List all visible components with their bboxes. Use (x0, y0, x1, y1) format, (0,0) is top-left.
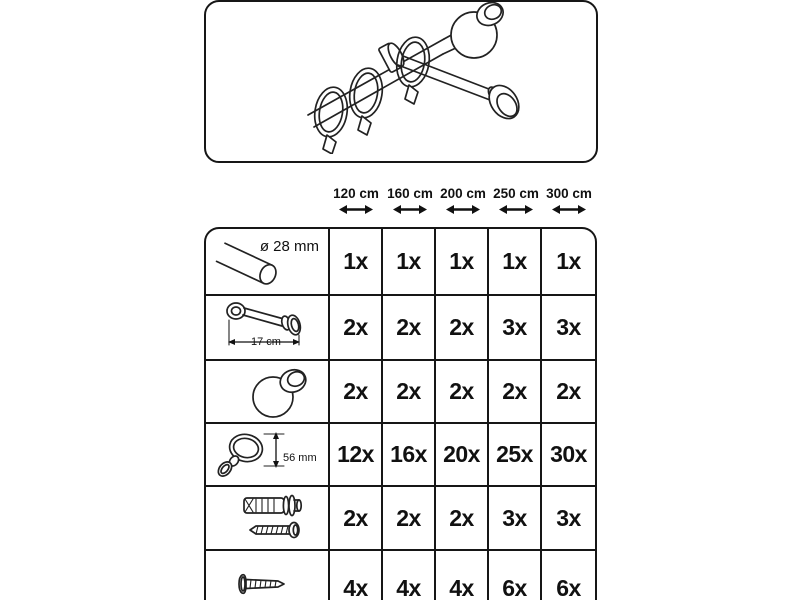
ring-size-label: 56 mm (283, 452, 317, 464)
qty-finial-200: 2x (436, 361, 489, 424)
finial-icon-cell (206, 361, 330, 424)
parts-quantity-table (204, 227, 597, 600)
qty-screw-160: 4x (383, 551, 436, 600)
qty-finial-120: 2x (330, 361, 383, 424)
size-column-header-250cm (489, 186, 543, 215)
mounting-screw-icon (234, 569, 300, 599)
finial-icon (248, 366, 314, 420)
rod-assembly-illustration (292, 2, 542, 154)
size-column-header-300cm (542, 186, 596, 215)
qty-screw-250: 6x (489, 551, 542, 600)
qty-finial-250: 2x (489, 361, 542, 424)
qty-ring-160: 16x (383, 424, 436, 487)
size-column-header-160cm (383, 186, 437, 215)
width-arrow-icon (446, 204, 480, 215)
qty-plug-250: 3x (489, 487, 542, 551)
qty-rod-160: 1x (383, 229, 436, 296)
qty-screw-300: 6x (556, 575, 581, 600)
wall-plug-screw-icon-cell (206, 487, 330, 551)
curtain-ring-icon-cell (206, 424, 330, 487)
size-label: 250 cm (493, 186, 539, 201)
qty-plug-120: 2x (330, 487, 383, 551)
qty-bracket-200: 2x (436, 296, 489, 361)
qty-rod-200: 1x (436, 229, 489, 296)
qty-finial-160: 2x (383, 361, 436, 424)
size-column-header-120cm (329, 186, 383, 215)
qty-ring-250: 25x (489, 424, 542, 487)
qty-plug-200: 2x (436, 487, 489, 551)
qty-rod-300: 1x (542, 229, 595, 296)
qty-bracket-250: 3x (489, 296, 542, 361)
qty-rod-120: 1x (330, 229, 383, 296)
qty-plug-160: 2x (383, 487, 436, 551)
size-label: 120 cm (333, 186, 379, 201)
size-label: 160 cm (387, 186, 433, 201)
mounting-screw-icon-cell (206, 551, 330, 600)
width-arrow-icon (339, 204, 373, 215)
rod-icon-cell (206, 229, 330, 296)
width-arrow-icon (393, 204, 427, 215)
width-arrow-icon (499, 204, 533, 215)
product-illustration-panel (204, 0, 598, 163)
rod-diameter-label: ø 28 mm (259, 238, 319, 255)
qty-screw-200: 4x (436, 551, 489, 600)
qty-screw-120: 4x (330, 551, 383, 600)
qty-plug-300: 3x (542, 487, 595, 551)
size-label: 200 cm (440, 186, 486, 201)
width-arrow-icon (552, 204, 586, 215)
wall-plug-screw-icon (236, 491, 312, 547)
qty-ring-300: 30x (542, 424, 595, 487)
bracket-projection-label: 17 cm (251, 336, 281, 348)
wall-bracket-icon-cell (206, 296, 330, 361)
qty-rod-250: 1x (489, 229, 542, 296)
qty-finial-300: 2x (542, 361, 595, 424)
qty-ring-120: 12x (330, 424, 383, 487)
qty-bracket-300: 3x (542, 296, 595, 361)
size-column-header-200cm (436, 186, 490, 215)
size-label: 300 cm (546, 186, 592, 201)
qty-bracket-160: 2x (383, 296, 436, 361)
qty-bracket-120: 2x (330, 296, 383, 361)
qty-ring-200: 20x (436, 424, 489, 487)
